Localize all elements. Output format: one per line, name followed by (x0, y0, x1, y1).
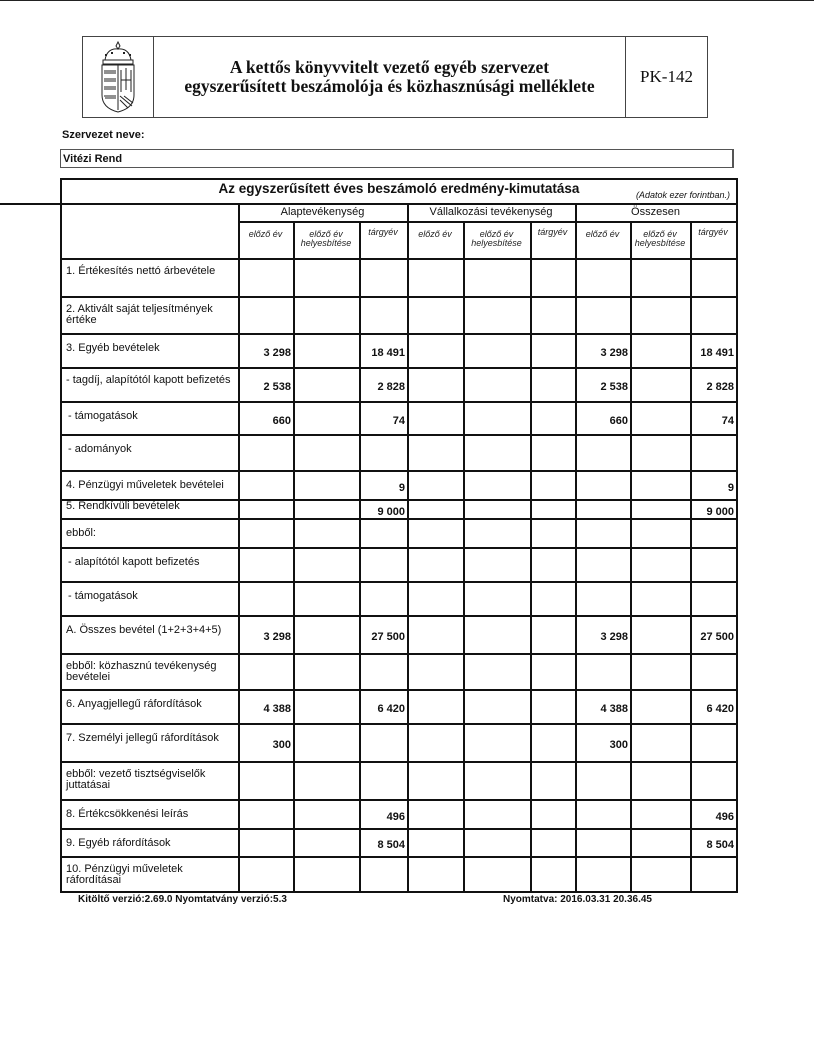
row-label: 6. Anyagjellegű ráfordítások (66, 698, 202, 710)
form-title-line1: A kettős könyvvitelt vezető egyéb szervezet (229, 57, 550, 77)
row-label: ebből: vezető tisztségviselők juttatásai (66, 768, 206, 791)
subheader-line2: helyesbítése (471, 238, 522, 248)
unit-note: (Adatok ezer forintban.) (635, 190, 730, 200)
hungarian-coat-of-arms-icon (83, 37, 154, 117)
organization-label: Szervezet neve: (62, 129, 145, 141)
row-label: - tagdíj, alapítótól kapott befizetés (66, 374, 231, 386)
column-subheader (690, 228, 736, 237)
row-label: 5. Rendkívüli bevételek (66, 500, 180, 512)
value-cell[interactable]: 18 491 (371, 347, 405, 359)
value-cell[interactable]: 3 298 (263, 631, 291, 643)
row-label: - támogatások (68, 590, 138, 602)
subheader-line2: helyesbítése (300, 238, 352, 248)
row-label: 4. Pénzügyi műveletek bevételei (66, 479, 224, 491)
subheader-line1: előző év (418, 229, 452, 239)
value-cell[interactable]: 4 388 (600, 703, 628, 715)
version-info: Kitöltő verzió:2.69.0 Nyomtatvány verzió:5.3 (78, 894, 287, 905)
subheader-divider (238, 221, 738, 223)
printed-timestamp: Nyomtatva: 2016.03.31 20.36.45 (503, 894, 652, 905)
column-subheader (630, 230, 690, 248)
row-label: - adományok (68, 443, 132, 455)
subheader-line1: előző év (479, 229, 514, 239)
column-subheader (463, 230, 530, 248)
row-label: 1. Értékesítés nettó árbevétele (66, 265, 216, 277)
value-cell[interactable]: 2 828 (377, 381, 405, 393)
top-border (0, 0, 814, 1)
value-cell[interactable]: 496 (386, 811, 405, 823)
value-cell[interactable]: 74 (392, 415, 405, 427)
table-row (60, 258, 738, 296)
value-cell[interactable]: 3 298 (600, 347, 628, 359)
table-top-border (60, 178, 738, 180)
row-label: - támogatások (68, 410, 138, 422)
column-subheader (293, 230, 359, 248)
column-group-header: Összesen (631, 206, 680, 218)
row-label: ebből: (66, 527, 96, 539)
value-cell[interactable]: 496 (715, 811, 734, 823)
value-cell[interactable]: 3 298 (263, 347, 291, 359)
value-cell[interactable]: 74 (721, 415, 734, 427)
column-subheader (575, 230, 630, 239)
form-code: PK-142 (640, 67, 693, 86)
value-cell[interactable]: 300 (609, 739, 628, 751)
value-cell[interactable]: 660 (272, 415, 291, 427)
column-subheader (238, 230, 293, 239)
subheader-line1: tárgyév (698, 227, 728, 237)
value-cell[interactable]: 3 298 (600, 631, 628, 643)
subheader-line2: helyesbítése (634, 238, 686, 248)
row-label: 8. Értékcsökkenési leírás (66, 808, 189, 820)
value-cell[interactable]: 8 504 (706, 839, 734, 851)
value-cell[interactable]: 660 (609, 415, 628, 427)
form-header (82, 36, 708, 118)
value-cell[interactable]: 8 504 (377, 839, 405, 851)
column-group-header: Vállalkozási tevékenység (429, 206, 553, 218)
subheader-line1: tárgyév (368, 227, 398, 237)
subheader-line1: előző év (248, 229, 283, 239)
value-cell[interactable]: 4 388 (263, 703, 291, 715)
value-cell[interactable]: 9 (727, 482, 734, 494)
row-label: A. Összes bevétel (1+2+3+4+5) (66, 624, 222, 636)
value-cell[interactable]: 9 (398, 482, 405, 494)
row-label: 3. Egyéb bevételek (66, 342, 160, 354)
subheader-line1: előző év (309, 229, 343, 239)
subheader-line1: előző év (585, 229, 620, 239)
row-label: - alapítótól kapott befizetés (68, 556, 200, 568)
form-title-line2: egyszerűsített beszámolója és közhasznúsági melléklete (184, 76, 595, 96)
column-group-header: Alaptevékenység (280, 206, 365, 218)
value-cell[interactable]: 27 500 (371, 631, 405, 643)
organization-name-field[interactable]: Vitézi Rend (60, 149, 734, 168)
row-label: ebből: közhasznú tevékenység bevételei (66, 660, 217, 683)
table-title: Az egyszerűsített éves beszámoló eredmény-kimutatása (218, 181, 580, 196)
column-subheader (530, 228, 575, 237)
row-label: 7. Személyi jellegű ráfordítások (66, 732, 219, 744)
header-divider (0, 203, 738, 205)
row-label: 2. Aktivált saját teljesítmények értéke (66, 303, 213, 326)
value-cell[interactable]: 6 420 (377, 703, 405, 715)
row-divider (60, 891, 738, 893)
value-cell[interactable]: 9 000 (377, 506, 405, 518)
value-cell[interactable]: 2 538 (263, 381, 291, 393)
value-cell[interactable]: 300 (272, 739, 291, 751)
row-label: 10. Pénzügyi műveletek ráfordításai (66, 863, 183, 886)
form-title (154, 37, 626, 117)
value-cell[interactable]: 9 000 (706, 506, 734, 518)
value-cell[interactable]: 18 491 (700, 347, 734, 359)
value-cell[interactable]: 2 828 (706, 381, 734, 393)
subheader-line1: előző év (643, 229, 677, 239)
subheader-line1: tárgyév (537, 227, 568, 237)
row-label: 9. Egyéb ráfordítások (66, 837, 171, 849)
value-cell[interactable]: 2 538 (600, 381, 628, 393)
column-subheader (407, 230, 463, 239)
value-cell[interactable]: 27 500 (700, 631, 734, 643)
value-cell[interactable]: 6 420 (706, 703, 734, 715)
column-subheader (359, 228, 407, 237)
